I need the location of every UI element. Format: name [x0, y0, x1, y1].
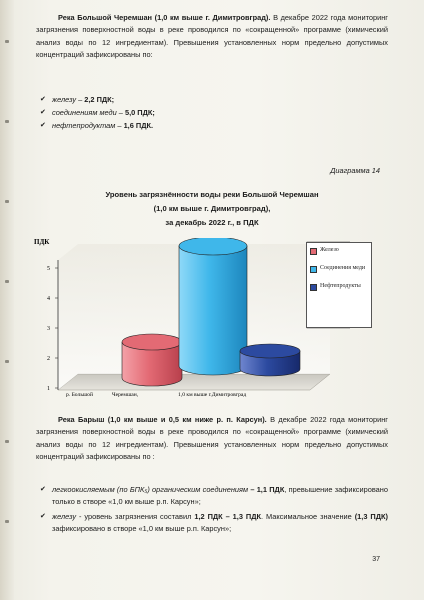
- legend-swatch: [310, 248, 317, 255]
- bullet-value: – 1,1 ПДК: [250, 485, 285, 494]
- binding-hole: [5, 440, 9, 443]
- section1-bullet-list: [40, 93, 155, 132]
- x-category-label: 1,0 км выше г.Димитровград: [178, 392, 247, 398]
- bullet-label: соединениям меди: [52, 108, 117, 117]
- bullet-label: железу: [52, 511, 77, 521]
- list-item: ✔ соединениям меди – 5,0 ПДК;: [40, 108, 155, 117]
- chart-floor: [58, 374, 330, 390]
- checkmark-icon: ✔: [40, 122, 46, 129]
- list-item: [40, 511, 388, 536]
- y-tick-label: 3: [47, 326, 50, 332]
- legend-label: Нефтепродукты: [320, 283, 361, 289]
- legend-item: [310, 265, 368, 273]
- binding-hole: [5, 200, 9, 203]
- legend-item: [310, 283, 368, 291]
- list-item: ✔ железу – 2,2 ПДК;: [40, 95, 115, 104]
- checkmark-icon: ✔: [40, 96, 46, 103]
- y-tick-label: 1: [47, 386, 50, 392]
- bullet-value: 1,6 ПДК.: [123, 121, 154, 130]
- binding-hole: [5, 280, 9, 283]
- bar-body: [179, 246, 247, 375]
- checkmark-icon: ✔: [40, 486, 46, 493]
- page-binding-edge: [0, 0, 14, 600]
- y-tick-label: 2: [47, 356, 50, 362]
- y-axis-label: ПДК: [34, 238, 50, 246]
- bullet-label: легкоокисляемым (по БПК₅) органическим соединениям: [52, 485, 249, 494]
- legend-label: Соединения меди: [320, 265, 366, 271]
- x-category-label: Черемшан,: [112, 392, 139, 398]
- legend-swatch: [310, 284, 317, 291]
- section2-title: Река Барыш (1,0 км выше и 0,5 км ниже р. п. Карсун).: [58, 415, 267, 424]
- list-item: [40, 484, 388, 509]
- pollution-bar-chart: [30, 238, 350, 398]
- bullet-text: зафиксировано в створе «1,0 км выше р.п. Карсун»;: [52, 524, 232, 534]
- binding-hole: [5, 360, 9, 363]
- legend-item: [310, 247, 368, 255]
- checkmark-icon: ✔: [40, 512, 46, 520]
- legend-swatch: [310, 266, 317, 273]
- legend-label: Железо: [320, 247, 339, 253]
- checkmark-icon: ✔: [40, 109, 46, 116]
- bullet-text: , превышение зафиксировано только в створе «1,0 км выше р.п. Карсун»;: [52, 485, 388, 507]
- section1-title: Река Большой Черемшан (1,0 км выше г. Димитровград).: [58, 13, 271, 22]
- diagram-caption: Диаграмма 14: [330, 166, 380, 175]
- chart-title-line: Уровень загрязнённости воды реки Большой Черемшан: [105, 190, 319, 199]
- bullet-text: . Максимальное значение: [260, 511, 352, 521]
- bullet-text: - уровень загрязнения составил: [78, 511, 192, 521]
- bar-top: [122, 334, 182, 350]
- list-item: ✔ нефтепродуктам – 1,6 ПДК.: [40, 121, 154, 130]
- bar-1: [179, 238, 247, 375]
- bullet-label: железу: [52, 95, 77, 104]
- bullet-label: нефтепродуктам: [52, 121, 116, 130]
- section2-text: В декабре 2022 года мониторинг загрязнения поверхностной воды в реке проводился по «сокращенной» программе (химический анализ воды по 12 ингредиентам). Превышения установленных норм предельно допустимых концентраций зафиксированы по :: [36, 415, 388, 462]
- bullet-value: 2,2 ПДК;: [84, 95, 115, 104]
- x-category-label: р. Большой: [66, 392, 93, 398]
- y-tick-label: 4: [47, 296, 50, 302]
- section1-paragraph: [36, 12, 388, 62]
- section2-bullet-list: [40, 484, 388, 536]
- bar-0: [122, 334, 182, 386]
- chart-title-line: за декабрь 2022 г., в ПДК: [165, 218, 259, 227]
- chart-title: [36, 188, 388, 230]
- bar-top: [240, 344, 300, 358]
- page-number: 37: [372, 556, 380, 563]
- chart-legend-box: [306, 242, 372, 328]
- chart-title-line: (1,0 км выше г. Димитровград),: [153, 204, 271, 213]
- binding-hole: [5, 40, 9, 43]
- bar-2: [240, 344, 300, 376]
- section1-text: В декабре 2022 года мониторинг загрязнения поверхностной воды в реке проводился по «сокращенной» программе (химический анализ воды по 12 ингредиентам). Превышения установленных норм предельно допустимых концентраций зафиксированы по:: [36, 13, 389, 60]
- y-axis-ticks: [47, 266, 58, 392]
- bullet-value: 1,2 ПДК – 1,3 ПДК: [194, 511, 261, 521]
- section2-paragraph: [36, 414, 388, 464]
- bar-top: [179, 238, 247, 255]
- binding-hole: [5, 520, 9, 523]
- y-tick-label: 5: [47, 266, 50, 272]
- binding-hole: [5, 120, 9, 123]
- bullet-value: (1,3 ПДК): [354, 511, 388, 521]
- bullet-value: 5,0 ПДК;: [124, 108, 155, 117]
